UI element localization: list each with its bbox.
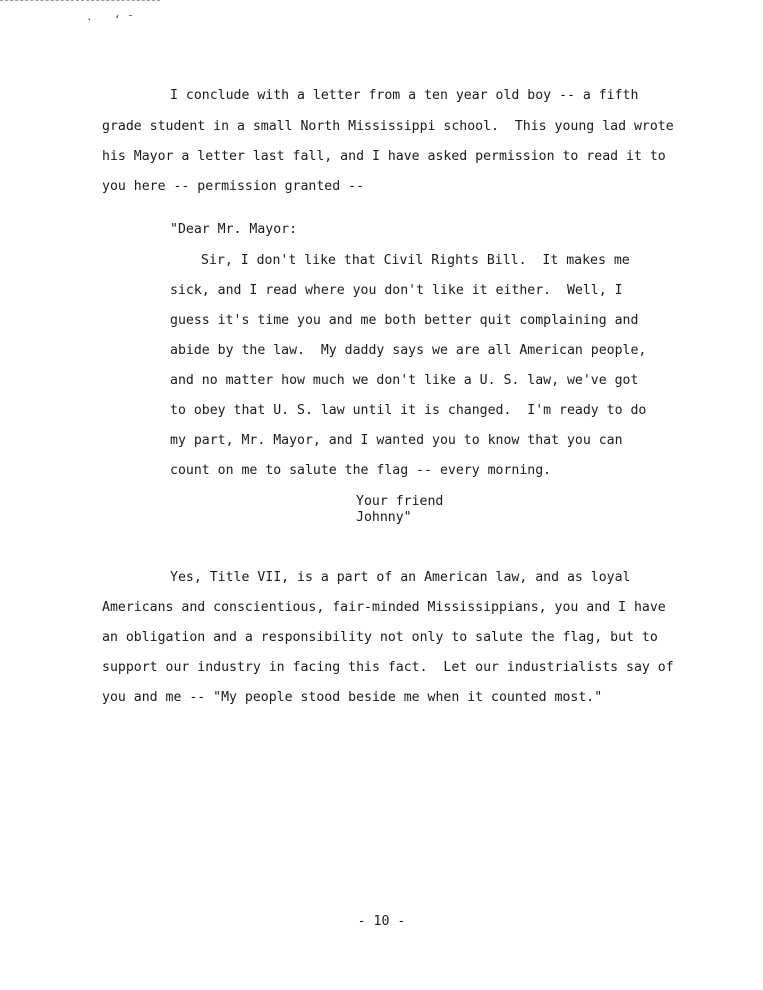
page-number: - 10 - xyxy=(357,914,406,929)
conclusion-line-3: an obligation and a responsibility not only to salute the flag, but to xyxy=(102,630,658,645)
conclusion-line-4: support our industry in facing this fact. Let our industrialists say of xyxy=(102,660,674,675)
letter-line-8: count on me to salute the flag -- every morning. xyxy=(170,463,552,478)
letter-line-2: sick, and I read where you don't like it either. Well, I xyxy=(170,283,623,298)
conclusion-line-5: you and me -- "My people stood beside me when it counted most." xyxy=(102,690,603,705)
letter-line-6: to obey that U. S. law until it is changed. I'm ready to do xyxy=(170,403,647,418)
intro-line-3: his Mayor a letter last fall, and I have asked permission to read it to xyxy=(102,149,666,164)
intro-line-2: grade student in a small North Mississippi school. This young lad wrote xyxy=(102,119,674,134)
scan-edge-border xyxy=(0,0,160,1)
letter-signature: Johnny" xyxy=(356,510,412,525)
intro-line-4: you here -- permission granted -- xyxy=(102,179,365,194)
intro-line-1: I conclude with a letter from a ten year old boy -- a fifth xyxy=(170,88,639,103)
letter-closing: Your friend xyxy=(356,494,444,509)
letter-line-7: my part, Mr. Mayor, and I wanted you to know that you can xyxy=(170,433,623,448)
letter-line-1: Sir, I don't like that Civil Rights Bill. It makes me xyxy=(201,253,630,268)
letter-salutation: "Dear Mr. Mayor: xyxy=(170,222,298,237)
conclusion-line-1: Yes, Title VII, is a part of an American law, and as loyal xyxy=(170,570,631,585)
scan-mark-right: ʻ ˉ xyxy=(114,13,134,26)
letter-line-3: guess it's time you and me both better quit complaining and xyxy=(170,313,639,328)
letter-line-4: abide by the law. My daddy says we are all American people, xyxy=(170,343,647,358)
conclusion-line-2: Americans and conscientious, fair-minded Mississippians, you and I have xyxy=(102,600,666,615)
letter-line-5: and no matter how much we don't like a U. S. law, we've got xyxy=(170,373,639,388)
scan-mark-left: · xyxy=(86,13,93,26)
